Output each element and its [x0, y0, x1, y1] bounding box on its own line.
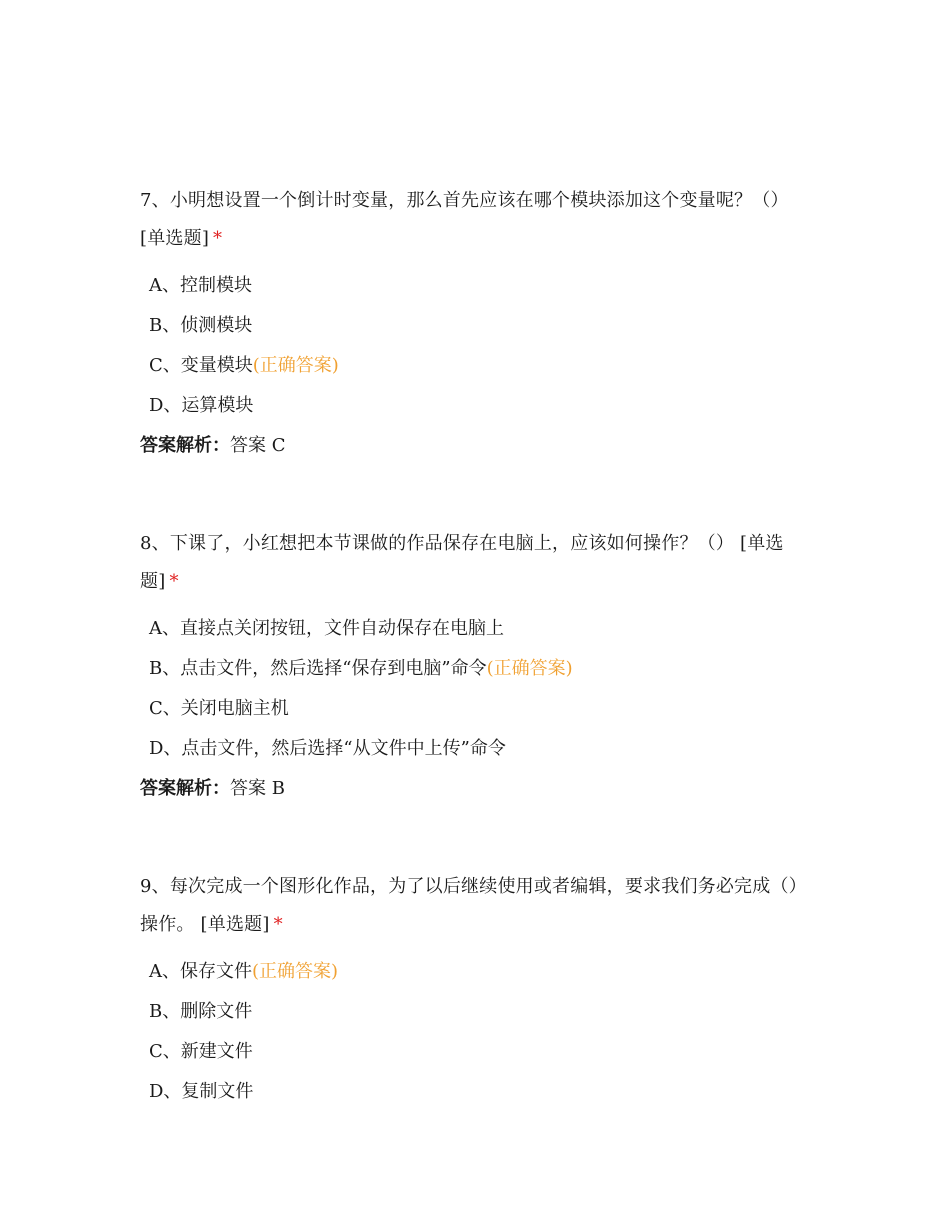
- options-list: [140, 609, 800, 769]
- option-d: D、复制文件: [149, 1081, 254, 1102]
- options-list: [140, 266, 800, 426]
- question-9: [140, 868, 800, 1112]
- correct-answer-label: (正确答案): [486, 658, 573, 679]
- option-a: A、直接点关闭按钮，文件自动保存在电脑上: [149, 618, 504, 639]
- analysis-text: 答案 B: [230, 778, 285, 799]
- analysis-text: 答案 C: [230, 435, 286, 456]
- correct-answer-label: (正确答案): [252, 961, 339, 982]
- answer-analysis: [140, 426, 800, 466]
- option-a: A、保存文件(正确答案): [149, 961, 339, 982]
- answer-analysis: [140, 769, 800, 809]
- required-mark: *: [213, 228, 223, 249]
- options-list: [140, 952, 800, 1112]
- question-prompt: 8、下课了，小红想把本节课做的作品保存在电脑上，应该如何操作？（）: [140, 533, 735, 554]
- question-text: [140, 182, 800, 258]
- question-8: [140, 525, 800, 809]
- question-prompt: 7、小明想设置一个倒计时变量，那么首先应该在哪个模块添加这个变量呢？（）: [140, 190, 789, 211]
- required-mark: *: [169, 571, 179, 592]
- question-text: [140, 525, 800, 601]
- option-b: B、删除文件: [149, 1001, 253, 1022]
- option-b: B、点击文件，然后选择“保存到电脑”命令(正确答案): [149, 658, 573, 679]
- option-d: D、运算模块: [149, 395, 254, 416]
- option-d: D、点击文件，然后选择“从文件中上传”命令: [149, 738, 506, 759]
- question-type: [单选题]: [200, 914, 270, 935]
- analysis-label: 答案解析：: [140, 778, 230, 799]
- question-text: [140, 868, 800, 944]
- question-type: [单选题]: [140, 228, 210, 249]
- option-a: A、控制模块: [149, 275, 252, 296]
- option-c: C、新建文件: [149, 1041, 253, 1062]
- question-type: [单选题]: [140, 533, 784, 592]
- question-7: [140, 182, 800, 466]
- question-prompt: 9、每次完成一个图形化作品，为了以后继续使用或者编辑，要求我们务必完成（）操作。: [140, 876, 798, 935]
- option-c: C、关闭电脑主机: [149, 698, 289, 719]
- required-mark: *: [273, 914, 283, 935]
- option-b: B、侦测模块: [149, 315, 253, 336]
- option-c: C、变量模块(正确答案): [149, 355, 339, 376]
- analysis-label: 答案解析：: [140, 435, 230, 456]
- correct-answer-label: (正确答案): [252, 355, 339, 376]
